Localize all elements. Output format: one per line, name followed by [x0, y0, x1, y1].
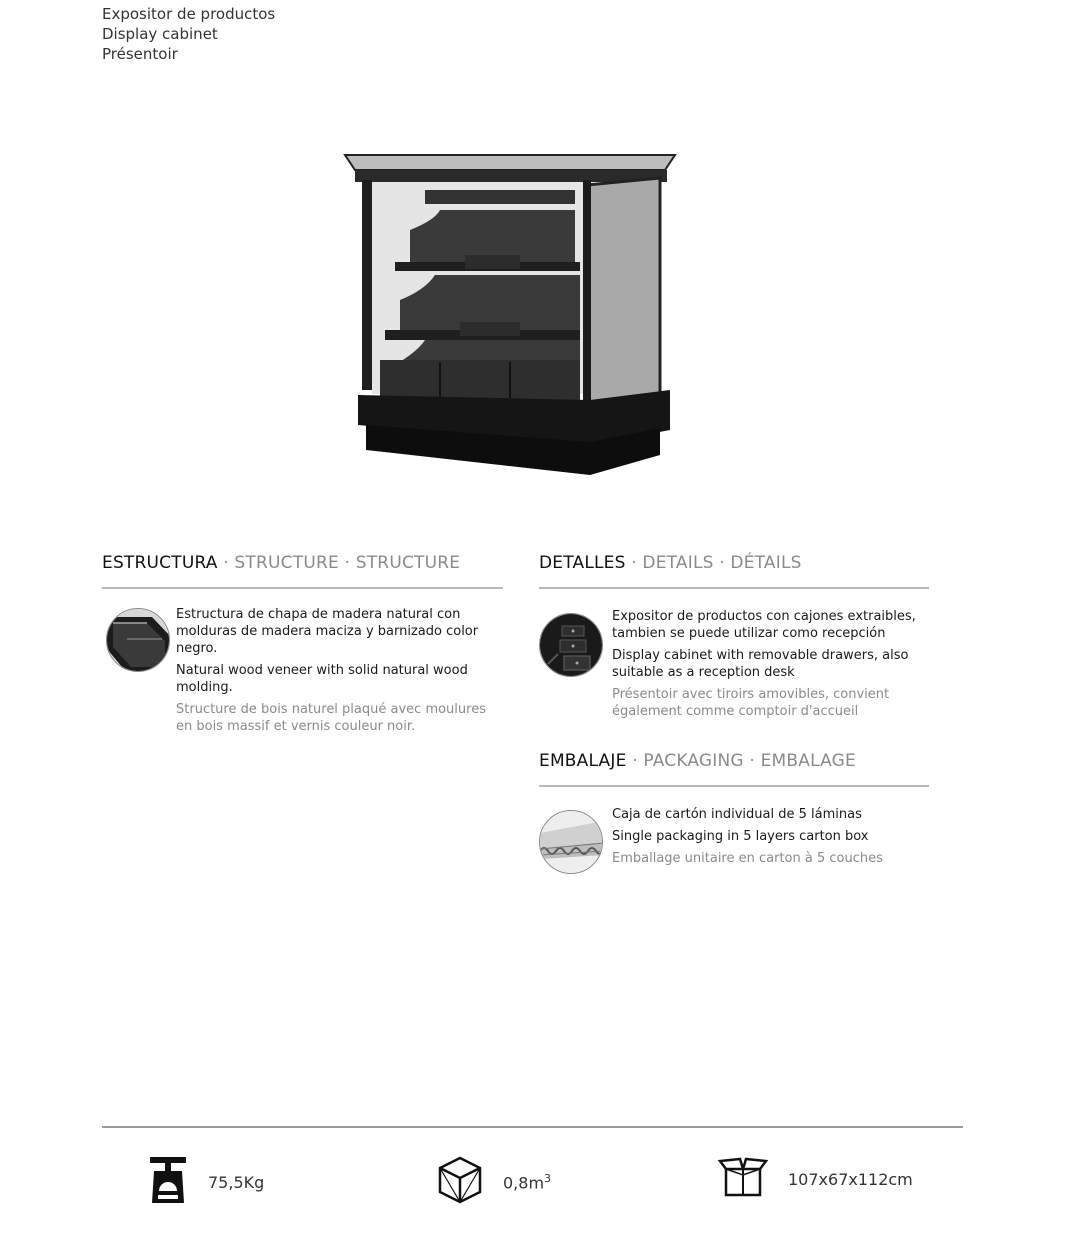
title-fr: Présentoir	[102, 45, 178, 63]
spec-volume-number: 0,8m	[503, 1173, 545, 1193]
packaging-rule	[539, 785, 929, 787]
structure-text-en: Natural wood veneer with solid natural wood molding.	[176, 663, 468, 695]
details-heading-main: DETALLES	[539, 553, 626, 573]
details-section	[539, 553, 929, 589]
details-text-es: Expositor de productos con cajones extraibles, tambien se puede utilizar como recepción	[612, 609, 916, 641]
structure-text	[176, 606, 506, 740]
spec-volume-value	[503, 1172, 551, 1192]
cube-icon	[437, 1155, 483, 1209]
packaging-text	[612, 806, 932, 872]
packaging-text-fr: Emballage unitaire en carton à 5 couches	[612, 851, 883, 866]
structure-rule	[102, 587, 503, 589]
box-icon	[718, 1155, 768, 1203]
details-swatch	[539, 613, 603, 677]
packaging-heading-main: EMBALAJE	[539, 751, 627, 771]
packaging-text-es: Caja de cartón individual de 5 láminas	[612, 807, 862, 822]
packaging-heading-alt: · PACKAGING · EMBALAGE	[626, 751, 856, 771]
structure-heading	[102, 553, 503, 573]
structure-heading-main: ESTRUCTURA	[102, 553, 218, 573]
details-text-fr: Présentoir avec tiroirs amovibles, convient également comme comptoir d'accueil	[612, 687, 890, 719]
spec-volume	[437, 1155, 551, 1209]
spec-weight	[148, 1155, 264, 1209]
structure-swatch	[106, 608, 170, 672]
details-rule	[539, 587, 929, 589]
product-image	[300, 90, 720, 510]
product-titles	[102, 4, 275, 64]
spec-volume-exponent: 3	[544, 1171, 552, 1185]
spec-dimensions	[718, 1155, 913, 1203]
title-en: Display cabinet	[102, 25, 218, 43]
structure-section	[102, 553, 503, 589]
scale-icon	[148, 1155, 188, 1209]
packaging-section	[539, 751, 929, 787]
structure-heading-alt: · STRUCTURE · STRUCTURE	[217, 553, 461, 573]
details-text-en: Display cabinet with removable drawers, also suitable as a reception desk	[612, 648, 909, 680]
spec-dimensions-value: 107x67x112cm	[788, 1169, 913, 1189]
specs-divider	[102, 1126, 963, 1128]
details-heading	[539, 553, 929, 573]
packaging-heading	[539, 751, 929, 771]
details-text	[612, 608, 932, 725]
title-es: Expositor de productos	[102, 5, 276, 23]
structure-text-fr: Structure de bois naturel plaqué avec moulures en bois massif et vernis couleur noir.	[176, 702, 486, 734]
spec-weight-value: 75,5Kg	[208, 1172, 265, 1192]
structure-text-es: Estructura de chapa de madera natural con molduras de madera maciza y barnizado color negro.	[176, 607, 479, 656]
details-heading-alt: · DETAILS · DÉTAILS	[625, 553, 802, 573]
packaging-text-en: Single packaging in 5 layers carton box	[612, 829, 869, 844]
packaging-swatch	[539, 810, 603, 874]
